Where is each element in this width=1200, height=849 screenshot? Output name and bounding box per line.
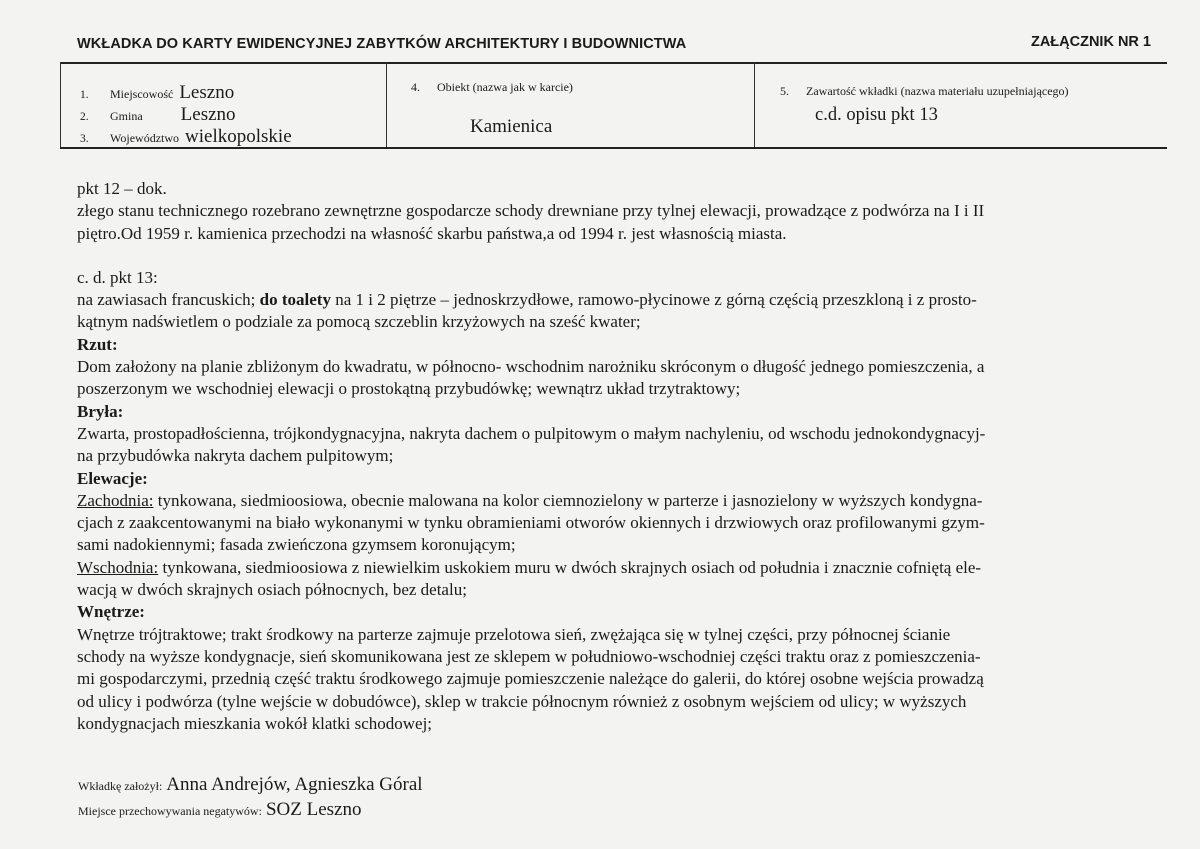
section-heading-wnetrze: Wnętrze: bbox=[77, 602, 145, 622]
field-label: Miejscowość bbox=[110, 87, 174, 101]
footer-label: Wkładkę założył: bbox=[78, 779, 163, 793]
field-value: Leszno bbox=[180, 104, 236, 125]
content-field-value: c.d. opisu pkt 13 bbox=[815, 105, 938, 125]
pkt12-heading: pkt 12 – dok. bbox=[77, 179, 167, 198]
field-number: 1. bbox=[80, 89, 89, 101]
field-number: 4. bbox=[411, 80, 420, 94]
text-line: piętro.Od 1959 r. kamienica przechodzi na własność skarbu państwa,a od 1994 r. jest własnością miasta. bbox=[77, 223, 787, 243]
field-label: Województwo bbox=[110, 131, 180, 145]
text-run: tynkowana, siedmioosiowa z niewielkim uskokiem muru w dwóch skrajnych osiach od południa i znacznie cofniętą ele- bbox=[158, 557, 982, 577]
text-run: na 1 i 2 piętrze – jednoskrzydłowe, ramowo-płycinowe z górną częścią przeszkloną i z prosto- bbox=[335, 290, 977, 310]
storage-line bbox=[78, 799, 361, 821]
text-line: kondygnacjach mieszkania wokół klatki schodowej; bbox=[77, 713, 433, 733]
field-value: Leszno bbox=[179, 82, 235, 103]
text-line: od ulicy i podwórza (tylne wejście w dobudówce), sklep w trakcie północnym również z osobnym wejściem od ulicy; w wyższych bbox=[77, 691, 967, 711]
field-label: Obiekt (nazwa jak w karcie) bbox=[437, 80, 573, 94]
text-line: mi gospodarczymi, przednią część traktu środkowego zajmuje pomieszczenie należące do galerii, do której osobne wejścia prowadzą bbox=[77, 669, 984, 689]
text-line: schody na wyższe kondygnacje, sień skomunikowana jest ze sklepem w południowo-wschodniej części traktu oraz z pomieszczenia- bbox=[77, 646, 981, 666]
text-line bbox=[77, 557, 1152, 579]
section-heading-rzut: Rzut: bbox=[77, 334, 118, 354]
text-line: kątnym nadświetlem o podziale za pomocą szczeblin krzyżowych na sześć kwater; bbox=[77, 312, 641, 332]
author-line bbox=[78, 774, 423, 796]
field-wojewodztwo bbox=[80, 126, 380, 148]
header-left-border bbox=[60, 63, 61, 147]
content-field-header bbox=[780, 84, 1069, 99]
section-heading-elewacje: Elewacje: bbox=[77, 468, 148, 488]
paragraph-gap bbox=[77, 245, 1152, 267]
object-field-value: Kamienica bbox=[470, 116, 553, 137]
text-line: Wnętrze trójtraktowe; trakt środkowy na parterze zajmuje przelotowa sień, zwężająca się w tylnej części, przy północnej ścianie bbox=[77, 624, 951, 644]
text-line: na przybudówka nakryta dachem pulpitowym; bbox=[77, 446, 394, 466]
object-field-header bbox=[411, 80, 573, 95]
footer-value: Anna Andrejów, Agnieszka Góral bbox=[166, 774, 423, 795]
pkt13-heading: c. d. pkt 13: bbox=[77, 267, 158, 287]
field-number: 3. bbox=[80, 133, 89, 145]
underlined-label: Zachodnia: bbox=[77, 490, 154, 510]
field-value: wielkopolskie bbox=[185, 126, 292, 147]
footer-label: Miejsce przechowywania negatywów: bbox=[78, 804, 262, 818]
bold-term: do toalety bbox=[259, 290, 331, 310]
text-line: wacją w dwóch skrajnych osiach północnych, bez detalu; bbox=[77, 580, 467, 600]
text-line: sami nadokiennymi; fasada zwieńczona gzymsem koronującym; bbox=[77, 535, 516, 555]
field-number: 2. bbox=[80, 111, 89, 123]
text-run: tynkowana, siedmioosiowa, obecnie malowana na kolor ciemnozielony w parterze i jasnozielony w wyższych kondygna- bbox=[153, 490, 983, 510]
underlined-label: Wschodnia: bbox=[77, 557, 159, 577]
section-heading-bryla: Bryła: bbox=[77, 401, 124, 421]
footer-value: SOZ Leszno bbox=[265, 799, 362, 820]
field-miejscowosc bbox=[80, 82, 380, 104]
text-run: na zawiasach francuskich; bbox=[77, 290, 256, 310]
field-label: Zawartość wkładki (nazwa materiału uzupełniającego) bbox=[806, 84, 1069, 98]
field-number: 5. bbox=[780, 84, 789, 98]
text-line: Zwarta, prostopadłościenna, trójkondygnacyjna, nakryta dachem o pulpitowym o małym nachyleniu, od wschodu jednokondygnacyj- bbox=[77, 423, 986, 443]
location-cell bbox=[80, 82, 380, 148]
text-line: Dom założony na planie zbliżonym do kwadratu, w północno- wschodnim narożniku skróconym o długość jednego pomieszczenia, a bbox=[77, 357, 985, 377]
form-title: WKŁADKA DO KARTY EWIDENCYJNEJ ZABYTKÓW ARCHITEKTURY I BUDOWNICTWA bbox=[77, 36, 687, 52]
header-divider-1 bbox=[386, 63, 387, 147]
description-body bbox=[77, 178, 1152, 735]
text-line: poszerzonym we wschodniej elewacji o prostokątną przybudówkę; wewnątrz układ trzytraktowy; bbox=[77, 379, 741, 399]
header-top-rule bbox=[60, 62, 1167, 64]
field-label: Gmina bbox=[110, 109, 143, 123]
text-line: cjach z zaakcentowanymi na biało wykonanymi w tynku obramieniami otworów okiennych i drzwiowych oraz profilowanymi gzym- bbox=[77, 513, 985, 533]
text-line: złego stanu technicznego rozebrano zewnętrzne gospodarcze schody drewniane przy tylnej elewacji, prowadzące z podwórza na I i II bbox=[77, 201, 985, 221]
text-line bbox=[77, 289, 1152, 311]
text-line bbox=[77, 490, 1152, 512]
annex-label: ZAŁĄCZNIK NR 1 bbox=[1030, 34, 1151, 50]
field-gmina bbox=[80, 104, 380, 126]
header-divider-2 bbox=[754, 63, 755, 147]
